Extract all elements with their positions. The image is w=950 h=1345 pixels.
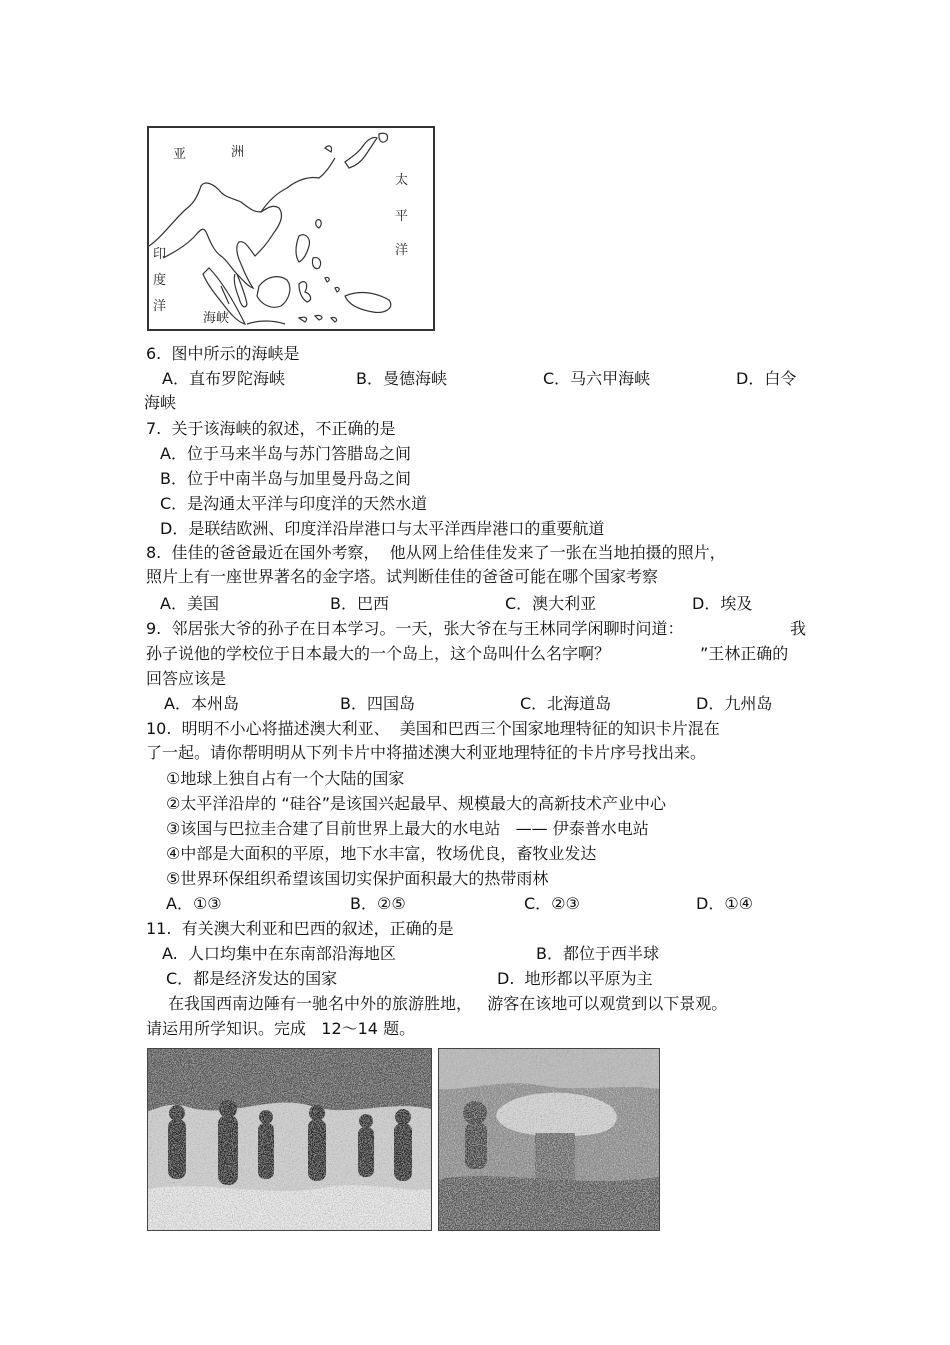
q6-option-d: D．白令 [736, 369, 797, 388]
question-9-cont-3: 回答应该是 [146, 669, 227, 688]
question-11: 11. 有关澳大利亚和巴西的叙述，正确的是 [146, 919, 454, 938]
question-9-quote: 我 [790, 619, 807, 638]
scenery-photo-people-drawing [148, 1049, 431, 1230]
passage-intro-cont: 请运用所学知识。完成 12～14 题。 [146, 1019, 416, 1038]
q6-option-a: A．直布罗陀海峡 [162, 369, 285, 388]
question-8: 8. 佳佳的爸爸最近在国外考察， 他从网上给佳佳发来了一张在当地拍摄的照片， [146, 543, 726, 562]
question-9-cont: 孙子说他的学校位于日本最大的一个岛上，这个岛叫什么名字啊？ [146, 644, 611, 663]
map-label-pacific-2: 平 [395, 209, 409, 224]
card-4: ④中部是大面积的平原，地下水丰富，牧场优良，畜牧业发达 [166, 844, 597, 863]
q6-option-d-cont: 海峡 [144, 393, 177, 412]
question-8-cont: 照片上有一座世界著名的金字塔。试判断佳佳的爸爸可能在哪个国家考察 [146, 567, 659, 586]
map-label-asia-1: 亚 [173, 147, 187, 162]
q8-option-d: D．埃及 [692, 594, 753, 613]
q11-option-d: D. 地形都以平原为主 [497, 969, 653, 988]
question-10-cont: 了一起。请你帮明明从下列卡片中将描述澳大利亚地理特征的卡片序号找出来。 [146, 743, 707, 762]
q10-option-a: A．①③ [166, 894, 222, 913]
passage-intro: 在我国西南边陲有一驰名中外的旅游胜地， 游客在该地可以观赏到以下景观。 [168, 994, 728, 1013]
q11-option-a: A. 人口均集中在东南部沿海地区 [162, 944, 396, 963]
q9-option-d: D．九州岛 [696, 694, 773, 713]
q7-option-d: D．是联结欧洲、印度洋沿岸港口与太平洋西岸港口的重要航道 [160, 519, 605, 538]
question-9-cont-2: ”王林正确的 [700, 644, 789, 663]
q10-option-c: C．②③ [524, 894, 580, 913]
question-7: 7. 关于该海峡的叙述，不正确的是 [146, 419, 396, 438]
q9-option-a: A．本州岛 [164, 694, 239, 713]
map-label-indian-2: 度 [153, 273, 167, 288]
card-5: ⑤世界环保组织希望该国切实保护面积最大的热带雨林 [166, 869, 549, 888]
map-label-pacific-1: 太 [395, 173, 409, 188]
map-label-asia-2: 洲 [231, 145, 245, 160]
q10-option-b: B．②⑤ [350, 894, 406, 913]
strait-map [147, 126, 435, 331]
scenery-photo-rock-drawing [439, 1049, 659, 1230]
q7-option-c: C．是沟通太平洋与印度洋的天然水道 [160, 494, 428, 513]
q6-option-b: B．曼德海峡 [356, 369, 447, 388]
map-label-indian-1: 印 [153, 247, 167, 262]
q10-option-d: D．①④ [696, 894, 754, 913]
q8-option-c: C．澳大利亚 [505, 594, 597, 613]
map-coastlines [149, 128, 433, 329]
question-9: 9. 邻居张大爷的孙子在日本学习。一天，张大爷在与王林同学闲聊时问道： [146, 619, 684, 638]
map-label-pacific-3: 洋 [395, 243, 409, 258]
q7-option-a: A．位于马来半岛与苏门答腊岛之间 [160, 444, 411, 463]
card-3: ③该国与巴拉圭合建了目前世界上最大的水电站 —— 伊泰普水电站 [166, 819, 649, 838]
q9-option-c: C．北海道岛 [520, 694, 612, 713]
q11-option-b: B．都位于西半球 [536, 944, 659, 963]
card-2: ②太平洋沿岸的 “硅谷”是该国兴起最早、规模最大的高新技术产业中心 [166, 794, 667, 813]
question-10: 10. 明明不小心将描述澳大利亚、 美国和巴西三个国家地理特征的知识卡片混在 [146, 719, 720, 738]
q8-option-a: A．美国 [160, 594, 219, 613]
card-1: ①地球上独自占有一个大陆的国家 [166, 769, 405, 788]
q11-option-c: C．都是经济发达的国家 [166, 969, 338, 988]
q6-option-c: C．马六甲海峡 [543, 369, 651, 388]
q9-option-b: B．四国岛 [340, 694, 415, 713]
scenery-photo-people [147, 1048, 432, 1231]
question-6: 6. 图中所示的海峡是 [146, 344, 300, 363]
q8-option-b: B．巴西 [330, 594, 389, 613]
map-label-indian-3: 洋 [153, 299, 167, 314]
scenery-photo-rock [438, 1048, 660, 1231]
q7-option-b: B．位于中南半岛与加里曼丹岛之间 [160, 469, 411, 488]
map-label-strait: 海峡 [203, 311, 230, 326]
